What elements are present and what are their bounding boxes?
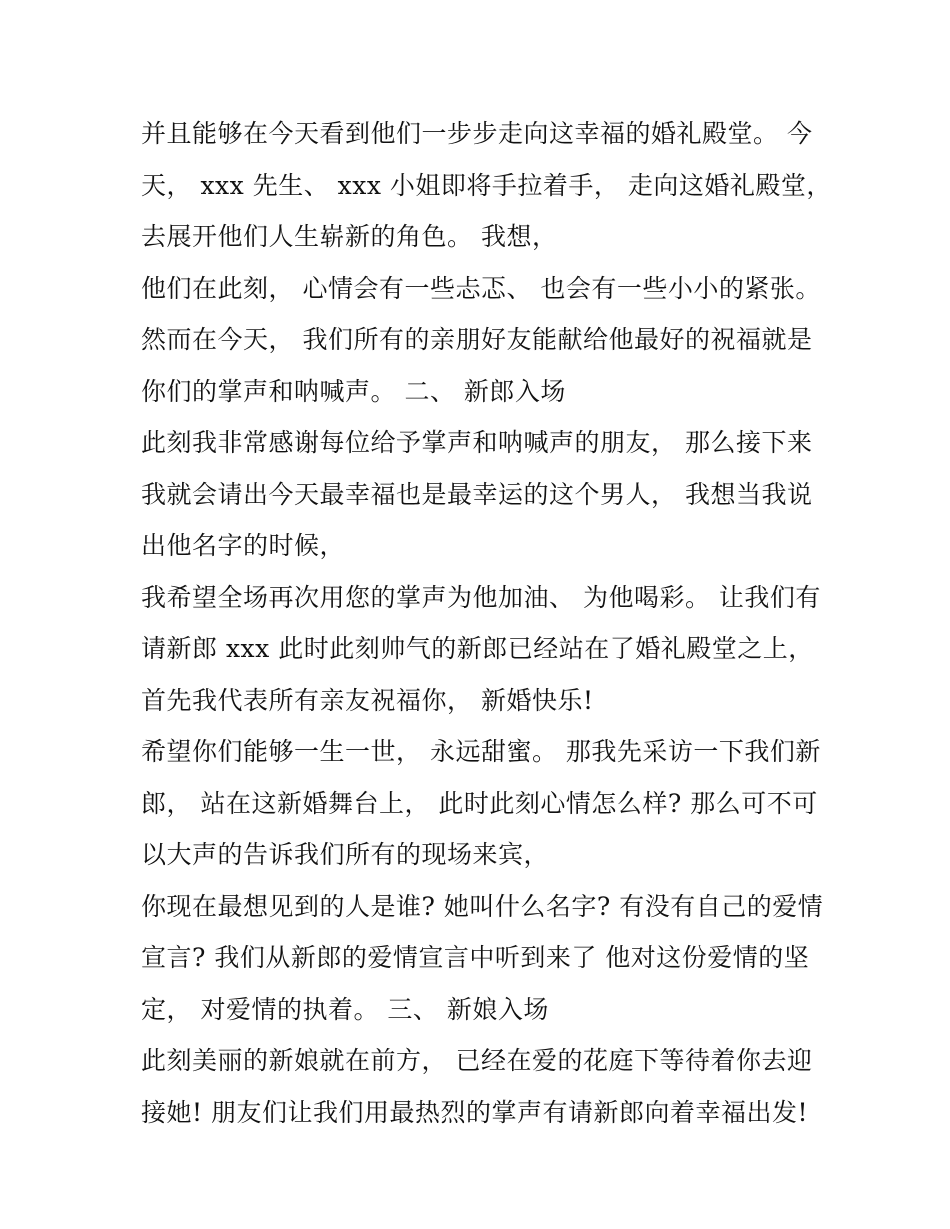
text-line: 去展开他们人生崭新的角色。 我想， — [141, 222, 558, 251]
text-line: 天， xxx 先生、 xxx 小姐即将手拉着手， 走向这婚礼殿堂， — [141, 170, 832, 200]
text-line: 首先我代表所有亲友祝福你， 新婚快乐! — [141, 685, 594, 715]
text-line: 郎， 站在这新婚舞台上， 此时此刻心情怎么样? 那么可不可 — [141, 788, 818, 818]
text-line: 我就会请出今天最幸福也是最幸运的这个男人， 我想当我说 — [141, 479, 813, 509]
text-line: 定， 对爱情的执着。 三、 新娘入场 — [141, 994, 549, 1024]
text-line: 接她! 朋友们让我们用最热烈的掌声有请新郎向着幸福出发! — [141, 1097, 809, 1127]
body-text — [141, 108, 832, 1138]
text-line: 此刻美丽的新娘就在前方， 已经在爱的花庭下等待着你去迎 — [141, 1046, 813, 1075]
text-line: 然而在今天， 我们所有的亲朋好友能献给他最好的祝福就是 — [141, 325, 813, 354]
text-line: 你现在最想见到的人是谁? 她叫什么名字? 有没有自己的爱情 — [141, 891, 824, 921]
text-line: 并且能够在今天看到他们一步步走向这幸福的婚礼殿堂。 今 — [141, 119, 813, 148]
text-line: 出他名字的时候， — [141, 531, 346, 560]
text-line: 你们的掌声和呐喊声。 二、 新郎入场 — [141, 376, 566, 406]
text-line: 宣言? 我们从新郎的爱情宣言中听到来了 他对这份爱情的坚 — [141, 943, 810, 972]
text-line: 我希望全场再次用您的掌声为他加油、 为他喝彩。 让我们有 — [141, 582, 821, 612]
text-line: 他们在此刻， 心情会有一些忐忑、 也会有一些小小的紧张。 — [141, 273, 821, 303]
text-line: 以大声的告诉我们所有的现场来宾， — [141, 840, 550, 869]
text-line: 请新郎 xxx 此时此刻帅气的新郎已经站在了婚礼殿堂之上， — [141, 634, 814, 663]
text-line: 希望你们能够一生一世， 永远甜蜜。 那我先采访一下我们新 — [141, 737, 821, 766]
text-line: 此刻我非常感谢每位给予掌声和呐喊声的朋友， 那么接下来 — [141, 428, 813, 457]
